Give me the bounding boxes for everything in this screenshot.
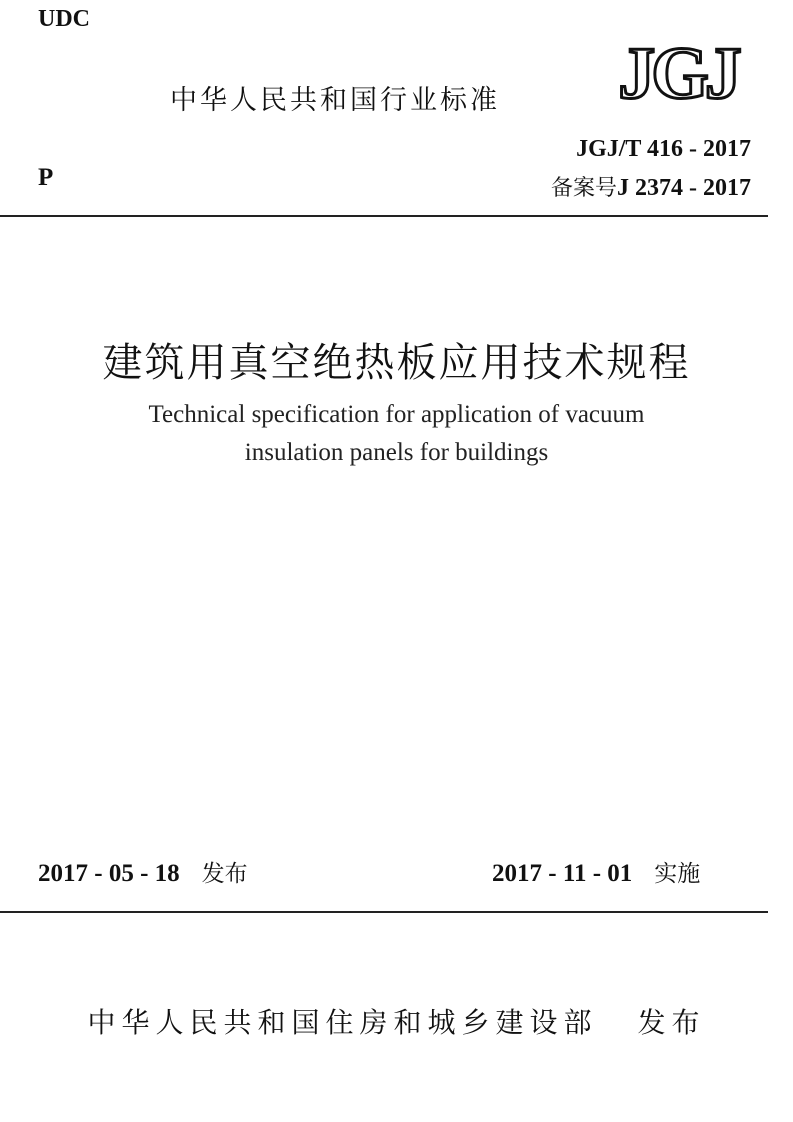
title-chinese: 建筑用真空绝热板应用技术规程 — [102, 340, 691, 386]
industry-standard-heading: 中华人民共和国行业标准 — [170, 85, 500, 116]
jgj-logo-text: JGJ — [618, 36, 738, 108]
top-divider — [0, 215, 768, 217]
udc-label: UDC — [38, 6, 90, 32]
issue-date-block — [38, 855, 248, 888]
effective-date: 2017 - 11 - 01 — [492, 860, 633, 887]
title-english-line2: insulation panels for buildings — [244, 439, 549, 466]
issue-date: 2017 - 05 - 18 — [38, 860, 180, 887]
effective-date-block — [492, 855, 700, 888]
record-number-value: J 2374 - 2017 — [617, 175, 751, 201]
issue-label: 发布 — [201, 861, 248, 887]
record-number — [551, 171, 751, 202]
issuer-action: 发布 — [637, 1006, 706, 1039]
bottom-divider — [0, 911, 768, 913]
record-prefix: 备案号 — [550, 176, 617, 201]
jgj-logo — [605, 36, 752, 108]
standard-code: JGJ/T 416 - 2017 — [576, 136, 751, 162]
title-english — [0, 396, 793, 472]
effective-label: 实施 — [654, 861, 701, 887]
issuer-line — [0, 1001, 793, 1041]
category-letter: P — [38, 164, 54, 191]
issuer-name: 中华人民共和国住房和城乡建设部 — [87, 1006, 598, 1039]
title-english-line1: Technical specification for application of vacuum — [148, 401, 645, 428]
